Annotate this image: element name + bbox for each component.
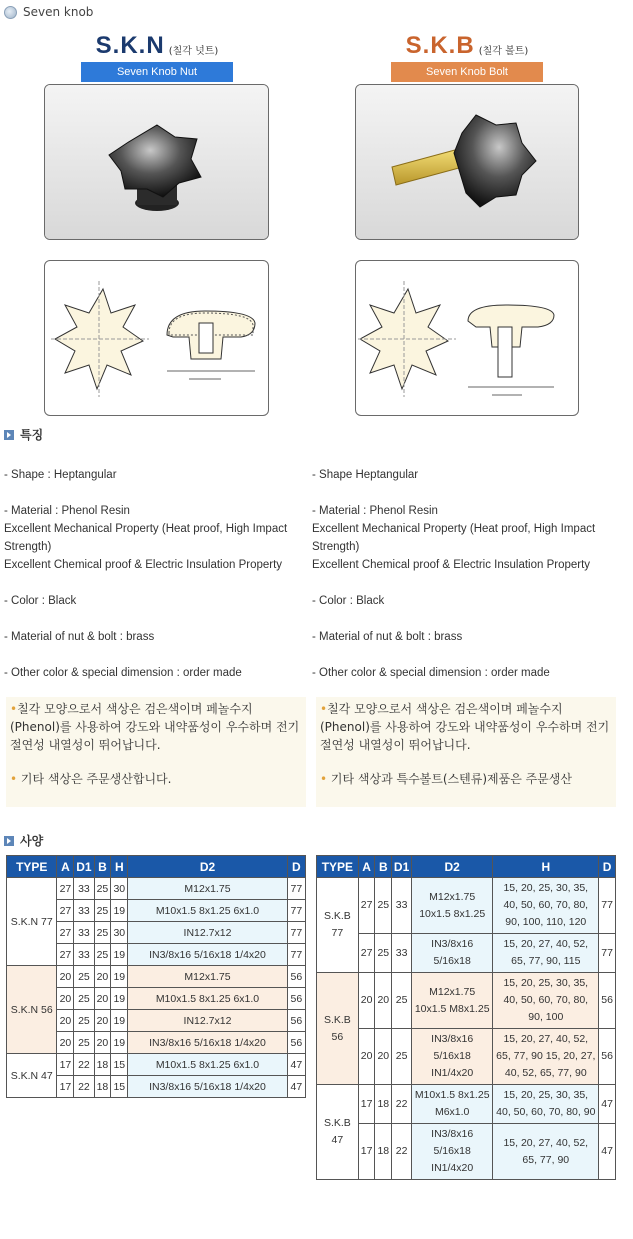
- table-cell: 56: [287, 1010, 305, 1032]
- table-cell: 30: [111, 878, 128, 900]
- note-right-desc: 칠각 모양으로서 색상은 검은색이며 페놀수지(Phenol)를 사용하여 강도와 내약품성이 우수하며 전기절연성 내열성이 뛰어납니다.: [320, 702, 610, 752]
- table-cell: 25: [74, 988, 94, 1010]
- skb-code: S.K.B: [405, 32, 475, 59]
- table-cell: 33: [392, 934, 412, 973]
- table-cell: 20: [57, 988, 74, 1010]
- table-cell: 27: [358, 934, 375, 973]
- section-bullet-icon: [4, 836, 14, 846]
- feature-material: - Material : Phenol Resin: [312, 505, 438, 517]
- table-cell: 25: [392, 973, 412, 1029]
- table-cell: 19: [111, 966, 128, 988]
- column-header: H: [493, 856, 599, 878]
- table-cell: 27: [57, 900, 74, 922]
- column-header: D: [599, 856, 616, 878]
- table-cell: 20: [358, 1029, 375, 1085]
- note-left-order: 기타 색상은 주문생산합니다.: [20, 772, 172, 786]
- table-cell: IN3/8x16 5/16x18 IN1/4x20: [412, 1124, 493, 1180]
- table-row: [7, 966, 306, 988]
- table-cell: 22: [74, 1076, 94, 1098]
- table-row: [317, 878, 616, 934]
- feature-order-made: - Other color & special dimension : order made: [312, 667, 550, 679]
- page-title: [4, 4, 93, 20]
- skn-knob-image: [45, 85, 269, 240]
- table-cell: 33: [74, 878, 94, 900]
- table-cell: IN3/8x16 5/16x18 1/4x20: [128, 944, 288, 966]
- skn-photo: [44, 84, 269, 240]
- table-cell: 77: [287, 944, 305, 966]
- table-cell: 15: [111, 1054, 128, 1076]
- table-cell: 77: [287, 878, 305, 900]
- table-cell: IN3/8x16 5/16x18: [412, 934, 493, 973]
- skn-spec-table: [6, 855, 306, 1098]
- table-cell: 25: [94, 944, 111, 966]
- skb-drawing: [355, 260, 579, 416]
- table-cell: 20: [375, 1029, 392, 1085]
- feature-chemical: Excellent Chemical proof & Electric Insulation Property: [312, 559, 591, 571]
- table-cell: IN12.7x12: [128, 1010, 288, 1032]
- table-cell: 20: [94, 988, 111, 1010]
- feature-nut-material: - Material of nut & bolt : brass: [4, 631, 155, 643]
- column-header: B: [94, 856, 111, 878]
- table-cell: 19: [111, 988, 128, 1010]
- table-cell: 20: [57, 966, 74, 988]
- table-cell: 56: [599, 973, 616, 1029]
- table-cell: 15: [111, 1076, 128, 1098]
- table-cell: 33: [74, 944, 94, 966]
- table-cell: 56: [599, 1029, 616, 1085]
- skb-badge: Seven Knob Bolt: [391, 62, 543, 82]
- table-cell: 15, 20, 25, 30, 35, 40, 50, 60, 70, 80, 90, 100: [493, 973, 599, 1029]
- table-cell: 15, 20, 27, 40, 52, 65, 77, 90, 115: [493, 934, 599, 973]
- note-left: •칠각 모양으로서 색상은 검은색이며 페놀수지(Phenol)를 사용하여 강도와 내약품성이 우수하며 전기절연성 내열성이 뛰어납니다. • 기타 색상은 주문생산합니다.: [6, 697, 306, 807]
- table-cell: 47: [599, 1124, 616, 1180]
- table-cell: 33: [74, 922, 94, 944]
- table-row: [317, 1029, 616, 1085]
- table-cell: 25: [94, 900, 111, 922]
- table-cell: 56: [287, 1032, 305, 1054]
- features-heading-text: 특징: [20, 428, 44, 442]
- type-cell: S.K.B 56: [317, 973, 359, 1085]
- skb-korean: (칠각 볼트): [478, 46, 529, 57]
- feature-material: - Material : Phenol Resin: [4, 505, 130, 517]
- column-header: TYPE: [7, 856, 57, 878]
- table-cell: 17: [358, 1085, 375, 1124]
- skn-drawing: [44, 260, 269, 416]
- skb-spec-table: [316, 855, 616, 1180]
- table-cell: 25: [74, 966, 94, 988]
- table-cell: 27: [57, 878, 74, 900]
- table-cell: 20: [57, 1032, 74, 1054]
- feature-color: - Color : Black: [4, 595, 77, 607]
- table-cell: 20: [94, 1032, 111, 1054]
- spec-heading: [4, 832, 43, 849]
- table-cell: 47: [599, 1085, 616, 1124]
- skb-photo: [355, 84, 579, 240]
- table-cell: 77: [599, 878, 616, 934]
- table-cell: 20: [375, 973, 392, 1029]
- table-cell: 17: [57, 1054, 74, 1076]
- table-cell: M10x1.5 8x1.25 6x1.0: [128, 988, 288, 1010]
- table-cell: 56: [287, 966, 305, 988]
- table-cell: 77: [287, 922, 305, 944]
- table-row: [317, 1085, 616, 1124]
- skn-header: [42, 32, 272, 82]
- table-cell: IN3/8x16 5/16x18 1/4x20: [128, 1032, 288, 1054]
- feature-shape: - Shape : Heptangular: [4, 469, 117, 481]
- column-header: H: [111, 856, 128, 878]
- table-cell: 25: [74, 1032, 94, 1054]
- table-cell: 20: [358, 973, 375, 1029]
- table-cell: IN12.7x12: [128, 922, 288, 944]
- feature-color: - Color : Black: [312, 595, 385, 607]
- table-row: [7, 1054, 306, 1076]
- table-cell: 33: [74, 900, 94, 922]
- type-cell: S.K.N 56: [7, 966, 57, 1054]
- table-cell: 18: [94, 1076, 111, 1098]
- table-row: [317, 973, 616, 1029]
- type-cell: S.K.N 77: [7, 878, 57, 966]
- table-cell: 27: [358, 878, 375, 934]
- column-header: D1: [392, 856, 412, 878]
- table-cell: 25: [392, 1029, 412, 1085]
- table-cell: M10x1.5 8x1.25 6x1.0: [128, 900, 288, 922]
- feature-mechanical: Excellent Mechanical Property (Heat proof, High Impact Strength): [4, 523, 288, 553]
- table-cell: 15, 20, 27, 40, 52, 65, 77, 90: [493, 1124, 599, 1180]
- table-cell: 20: [94, 1010, 111, 1032]
- column-header: D2: [128, 856, 288, 878]
- table-cell: 15, 20, 25, 30, 35, 40, 50, 60, 70, 80, 90: [493, 1085, 599, 1124]
- column-header: A: [358, 856, 375, 878]
- column-header: A: [57, 856, 74, 878]
- skb-header: [352, 32, 582, 82]
- table-cell: 77: [599, 934, 616, 973]
- table-cell: 17: [57, 1076, 74, 1098]
- table-row: [317, 1124, 616, 1180]
- table-cell: 27: [57, 922, 74, 944]
- skb-knob-image: [356, 85, 579, 240]
- skb-technical-drawing: [356, 261, 579, 416]
- skn-korean: (칠각 넛트): [168, 46, 219, 57]
- table-cell: 18: [375, 1124, 392, 1180]
- spec-heading-text: 사양: [20, 834, 44, 848]
- table-cell: 33: [392, 878, 412, 934]
- table-cell: 25: [74, 1010, 94, 1032]
- type-cell: S.K.B 77: [317, 878, 359, 973]
- column-header: B: [375, 856, 392, 878]
- feature-chemical: Excellent Chemical proof & Electric Insulation Property: [4, 559, 283, 571]
- skn-technical-drawing: [45, 261, 269, 416]
- table-cell: 20: [57, 1010, 74, 1032]
- table-cell: 19: [111, 944, 128, 966]
- table-cell: M10x1.5 8x1.25 M6x1.0: [412, 1085, 493, 1124]
- feature-mechanical: Excellent Mechanical Property (Heat proof, High Impact Strength): [312, 523, 596, 553]
- type-cell: S.K.N 47: [7, 1054, 57, 1098]
- column-header: D1: [74, 856, 94, 878]
- table-row: [7, 878, 306, 900]
- skn-code: S.K.N: [95, 32, 165, 59]
- table-cell: 19: [111, 1010, 128, 1032]
- table-cell: M12x1.75 10x1.5 M8x1.25: [412, 973, 493, 1029]
- feature-order-made: - Other color & special dimension : order made: [4, 667, 242, 679]
- features-left: [4, 466, 316, 682]
- table-cell: 56: [287, 988, 305, 1010]
- table-cell: 18: [94, 1054, 111, 1076]
- table-cell: 20: [94, 966, 111, 988]
- table-cell: 25: [375, 934, 392, 973]
- table-cell: 15, 20, 27, 40, 52, 65, 77, 90 15, 20, 27, 40, 52, 65, 77, 90: [493, 1029, 599, 1085]
- table-cell: 27: [57, 944, 74, 966]
- table-cell: M12x1.75: [128, 966, 288, 988]
- table-cell: IN3/8x16 5/16x18 IN1/4x20: [412, 1029, 493, 1085]
- table-cell: 77: [287, 900, 305, 922]
- table-cell: 15, 20, 25, 30, 35, 40, 50, 60, 70, 80, 90, 100, 110, 120: [493, 878, 599, 934]
- table-cell: IN3/8x16 5/16x18 1/4x20: [128, 1076, 288, 1098]
- table-cell: M10x1.5 8x1.25 6x1.0: [128, 1054, 288, 1076]
- note-right-order: 기타 색상과 특수볼트(스텐류)제품은 주문생산: [330, 772, 572, 786]
- section-bullet-icon: [4, 430, 14, 440]
- table-row: [317, 934, 616, 973]
- type-cell: S.K.B 47: [317, 1085, 359, 1180]
- table-cell: 19: [111, 1032, 128, 1054]
- column-header: D: [287, 856, 305, 878]
- features-heading: [4, 426, 43, 443]
- table-cell: 22: [74, 1054, 94, 1076]
- feature-nut-material: - Material of nut & bolt : brass: [312, 631, 463, 643]
- column-header: D2: [412, 856, 493, 878]
- page-title-text: Seven knob: [23, 5, 94, 19]
- note-right: •칠각 모양으로서 색상은 검은색이며 페놀수지(Phenol)를 사용하여 강도와 내약품성이 우수하며 전기절연성 내열성이 뛰어납니다. • 기타 색상과 특수볼트(스텐류)제품은 주문생산: [316, 697, 616, 807]
- table-cell: 19: [111, 900, 128, 922]
- table-cell: 25: [94, 878, 111, 900]
- table-cell: 22: [392, 1085, 412, 1124]
- circle-bullet-icon: [4, 6, 17, 19]
- skn-badge: Seven Knob Nut: [81, 62, 233, 82]
- column-header: TYPE: [317, 856, 359, 878]
- table-cell: M12x1.75: [128, 878, 288, 900]
- table-cell: 25: [375, 878, 392, 934]
- table-cell: 25: [94, 922, 111, 944]
- table-cell: 18: [375, 1085, 392, 1124]
- table-cell: 22: [392, 1124, 412, 1180]
- table-cell: 17: [358, 1124, 375, 1180]
- table-cell: M12x1.75 10x1.5 8x1.25: [412, 878, 493, 934]
- features-right: [312, 466, 630, 682]
- table-cell: 30: [111, 922, 128, 944]
- note-left-desc: 칠각 모양으로서 색상은 검은색이며 페놀수지(Phenol)를 사용하여 강도와 내약품성이 우수하며 전기절연성 내열성이 뛰어납니다.: [10, 702, 300, 752]
- feature-shape: - Shape Heptangular: [312, 469, 419, 481]
- table-cell: 47: [287, 1076, 305, 1098]
- table-cell: 47: [287, 1054, 305, 1076]
